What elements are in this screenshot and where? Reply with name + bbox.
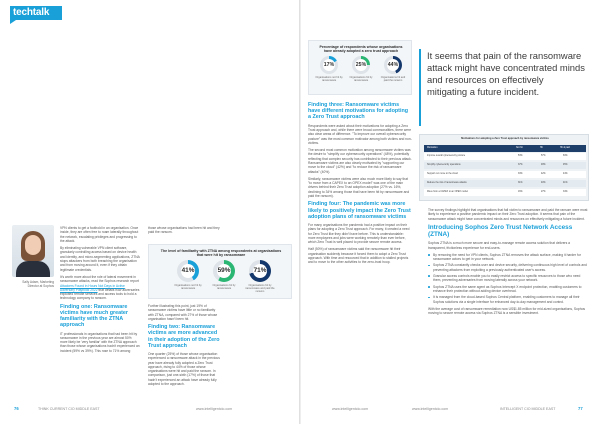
paragraph: With the average cost of ransomware remediation now US$1.85 million for mid-sized organisations, Sophos moving to secure remote access via Sophos ZTNA is a sensible investment. (428, 306, 586, 316)
gauge (380, 56, 406, 82)
table-cell: 16% (518, 190, 523, 193)
gauge (174, 260, 202, 290)
table-cell: 33% (518, 172, 523, 175)
table-cell: 57% (541, 154, 546, 157)
table-cell: 40% (541, 181, 546, 184)
table-cell: 27% (541, 190, 546, 193)
right-column-1 (308, 102, 412, 268)
right-magazine-name: INTELLIGENT CIO MIDDLE EAST (500, 407, 556, 411)
paragraph: those whose organisations had been hit and they paid the ransom. (148, 226, 220, 235)
motivations-table (419, 134, 589, 201)
author-caption: Sally Adam, Marketing Director at Sophos (22, 280, 54, 288)
gauge-value: 71% (253, 267, 267, 275)
left-page-number: 76 (14, 406, 19, 411)
table-cell: 31% (518, 181, 523, 184)
left-magazine-name: THINK CURRENT CIO MIDDLE EAST (38, 407, 100, 411)
table-cell: Improve overall cybersecurity posture (427, 154, 466, 157)
table-row (424, 180, 586, 187)
table-row (424, 189, 586, 196)
infographic-title: Percentage of respondents whose organisations have already adopted a zero trust approach (319, 45, 403, 54)
gauge (349, 56, 373, 82)
techtalk-logo: techtalk (10, 6, 62, 20)
list-item: It is managed from the cloud-based Sophos Central platform, enabling customers to manage all their Sophos solutions via a single interface for enhanced day-to-day management and control. (428, 295, 588, 304)
paragraph: It's worth more about the role of lateral movement in ransomware attacks, read the Sophos research report Attackers Found in Hours Not Days in Active Adversary Playbook 2022 that details how adversaries exploited remote services and access tools to hold a technology company to ransom. (60, 274, 140, 301)
gauge (315, 56, 343, 82)
paragraph: For many organisations the pandemic had a positive impact on their plans for adopting a Zero Trust approach. For many, it created a need for Zero Trust like they didn't have before. This is understandable: more employees and jobs were working remotely than ever before, which Zero Trust is well placed to provide secure remote access. (308, 222, 410, 245)
paragraph: One quarter (25%) of those whose organisation experienced a ransomware attack in the previous year have already fully adopted a Zero Trust approach, rising to 44% of those whose organisations were hit and paid the ransom. In comparison, just one-sixth (17%) of those that hadn't experienced an attack have already fully adopted to the approach. (148, 352, 220, 387)
left-column-2-top (148, 226, 220, 238)
gauge-value: 59% (217, 267, 231, 275)
adoption-infographic (308, 40, 412, 95)
table-title: Motivations for adopting a Zero Trust approach by ransomware victims (461, 137, 549, 140)
quote-accent-bar (419, 49, 421, 126)
table-header-cell: Not hit (516, 146, 523, 149)
table-cell: 37% (518, 163, 523, 166)
finding-three-heading: Finding three: Ransomware victims have different motivations for adopting a Zero Trust approach (308, 102, 409, 121)
table-cell: 48% (541, 163, 546, 166)
table-cell: 45% (563, 163, 568, 166)
feature-list (428, 253, 588, 304)
list-item: By removing the need for VPN clients, Sophos ZTNA removes the attack surface, making it harder for ransomware actors to get in your network. (428, 253, 588, 262)
table-row (424, 153, 586, 160)
table-cell: Simplify cybersecurity operations (427, 163, 461, 166)
table-cell: 41% (563, 181, 568, 184)
left-column-1 (60, 226, 140, 356)
right-site-url-left: www.intelligentcio.com (332, 407, 369, 411)
gauge-label: Organisations hit by ransomware (212, 283, 236, 290)
gauge-label: Organisations hit and paid the ransom (380, 75, 406, 82)
paragraph: By eliminating vulnerable VPN client software, granularly controlling access based on device health and identity, and micro-segmenting applications, ZTNA stops attackers from both breaching the organisation and from moving around it, even if they obtain legitimate credentials. (60, 246, 140, 272)
paragraph: Further illustrating this point, just 19% of ransomware victims have little or no familiarity with ZTNA, compared with 27% of those whose organisation hasn't been hit. (148, 304, 218, 321)
table-header-cell: Motivation (427, 146, 438, 149)
infographic-title: The level of familiarity with ZTNA among respondents at organisations that were hit by ransomware (160, 249, 282, 258)
gauge-label: Organisations hit by ransomware (349, 75, 373, 82)
gauge-label: Organisations not hit by ransomware (174, 283, 202, 290)
list-item: Sophos ZTNA uses the same agent as Sophos Intercept X endpoint protection, enabling customers to enhance their protection without adding device overhead. (428, 285, 588, 294)
sophos-ztna-heading: Introducing Sophos Zero Trust Network Access (ZTNA) (428, 223, 573, 239)
paragraph: IT professionals in organisations that had been hit by ransomware in the previous year are almost 50% more likely be 'very familiar' with the ZTNA approach than those whose organisations hadn't experienced an incident (59% vs 39%). This rose to 71% among (60, 331, 140, 353)
pull-quote: It seems that pain of the ransomware attack might have concentrated minds and resources on effectively mitigating a future incident. (427, 50, 585, 98)
right-column-2 (428, 208, 588, 318)
table-cell: Reduce the risk of ransomware attacks (427, 181, 467, 184)
page-gutter (299, 0, 301, 424)
familiarity-infographic (148, 244, 292, 299)
finding-one-heading: Finding one: Ransomware victims have much greater familiarity with the ZTNA approach (60, 303, 129, 329)
table-row (424, 162, 586, 169)
paragraph: Sophos ZTNA is a much more secure and easy-to-manage remote access solution that delivers a transparent, frictionless experience for end-users. (428, 241, 571, 250)
left-column-2-bottom (148, 304, 220, 389)
left-site-url: www.intelligentcio.com (196, 407, 233, 411)
paragraph: Similarly, ransomware victims were also much more likely to say that "to move from a CAPEX to an OPEX model" was one of the main drivers behind their Zero Trust adoption adoption (27% vs. 16%, declining to 34% among those that have been hit by ransomware and paid the ransom). (308, 176, 410, 199)
gauge-label: Organisations hit by ransomware and paid the ransom (245, 283, 275, 293)
gauge-label: Organisations not hit by ransomware (315, 75, 343, 82)
table-header (424, 145, 586, 152)
right-site-url-right: www.intelligentcio.com (412, 407, 449, 411)
table-cell: Move from a CAPEX to an OPEX model (427, 190, 468, 193)
gauge (212, 260, 236, 290)
list-item: Sophos ZTNA constantly checks user and device security, delivering continuous high level of controls and preventing attackers from exploiting a previously authenticated user's access. (428, 263, 588, 272)
table-row (424, 171, 586, 178)
finding-four-heading: Finding four: The pandemic was more likely to positively impact the Zero Trust adoption plans of ransomware victims (308, 201, 411, 220)
research-report-link[interactable]: Attackers Found in Hours Not Days in Active Adversary Playbook 2022 (60, 283, 125, 292)
page-footer (0, 404, 600, 414)
author-portrait (12, 225, 54, 277)
right-page-number: 77 (578, 406, 583, 411)
gauge-value: 25% (355, 61, 367, 68)
table-cell: 42% (541, 172, 546, 175)
gauge-value: 44% (387, 61, 399, 68)
list-item: Granular access controls enable you to easily restrict access to specific resources to those who need them, preventing adversaries from moving laterally across your network. (428, 274, 588, 283)
logo-tail (10, 20, 16, 24)
table-cell: 44% (563, 172, 568, 175)
gauge (245, 260, 275, 293)
finding-two-heading: Finding two: Ransomware victims are more advanced in their adoption of the Zero Trust approach (148, 324, 220, 349)
gauge-value: 41% (181, 267, 195, 275)
table-cell: 63% (563, 154, 568, 157)
table-cell: 34% (563, 190, 568, 193)
table-header-cell: Hit & paid (560, 146, 570, 149)
paragraph: VPN clients to get a foothold in an organisation. Once inside, they are often free to roam laterally throughout the network, escalating privileges and progressing to the attack. (60, 226, 139, 243)
paragraph: The survey findings highlight that organisations that fall victim to ransomware and paid the ransom were most likely to experience a positive pandemic impact on their Zero Trust adoption. It seems that pain of the ransomware attack might have concentrated minds and resources on effectively mitigating a future incident. (428, 208, 588, 221)
table-cell: Support our move to the cloud (427, 172, 458, 175)
paragraph: Half (50%) of ransomware victims said the ransomware hit their organisation suddenly because it forced them to adopt a Zero Trust approach. With time and resourced that in addition to stalled projects and to move to the other activities to the zero-trust hoop. (308, 247, 409, 265)
table-cell: 53% (518, 154, 523, 157)
paragraph: Respondents were asked about their motivations for adopting a Zero Trust approach and, while there were broad commonalities, there were also clear areas of difference. "To improve our overall cybersecurity posture" was the most common motivator among both victims and non-victims. (308, 123, 412, 145)
table-header-cell: Hit (540, 146, 543, 149)
gauge-value: 17% (323, 61, 335, 68)
paragraph: The second most common motivation among ransomware victims was the desire to "simplify our cybersecurity operations" (48%), potentially reflecting that complex security has contributed to their previous attack. Ransomware victims are also clearly motivated by "supporting our move to the cloud" (42%) and "to reduce the risk of ransomware attacks" (40%). (308, 148, 412, 174)
